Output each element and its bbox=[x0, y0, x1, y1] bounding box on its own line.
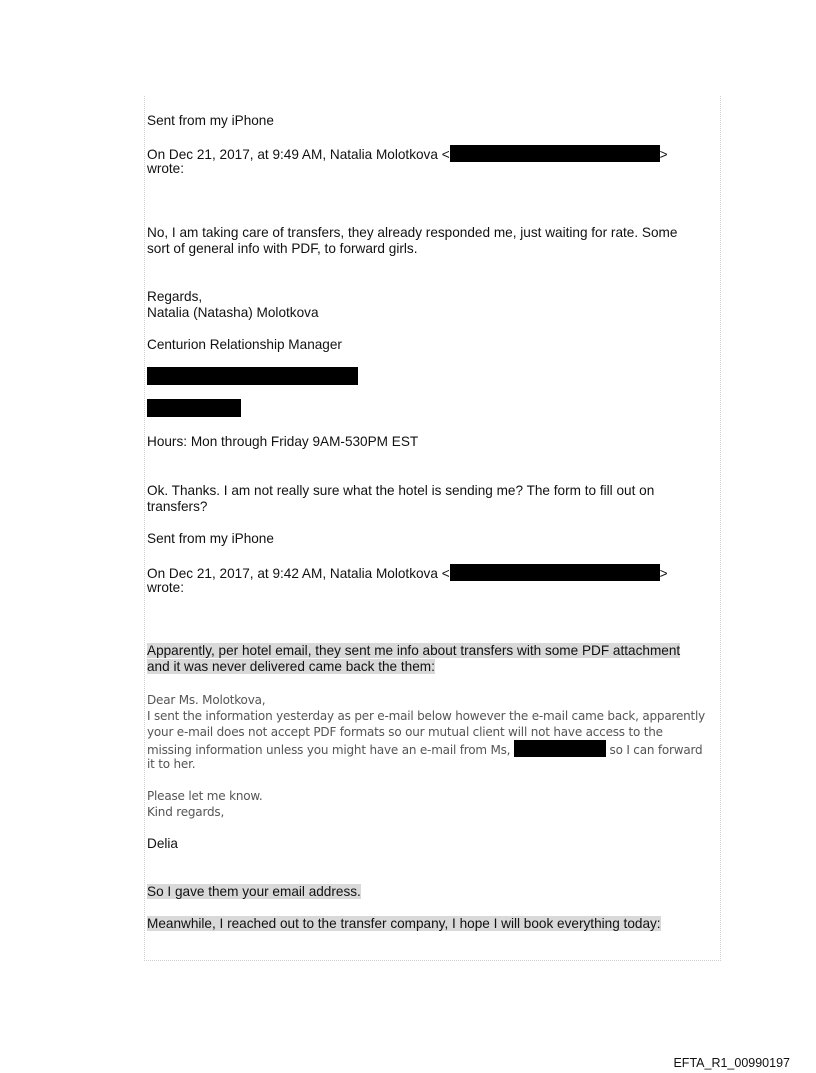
message-3-line-1-text: Apparently, per hotel email, they sent me info about transfers with some PDF attachment bbox=[147, 643, 681, 658]
signature-name: Natalia (Natasha) Molotkova bbox=[147, 305, 319, 320]
sent-from-iphone-2: Sent from my iPhone bbox=[147, 531, 274, 546]
message-2-line-1: Ok. Thanks. I am not really sure what the hotel is sending me? The form to fill out on bbox=[147, 483, 655, 498]
redacted-contact bbox=[147, 399, 241, 417]
redacted-name bbox=[514, 740, 606, 757]
reply-header-2-wrote: wrote: bbox=[147, 580, 185, 595]
message-3-line-1 bbox=[147, 643, 680, 659]
message-1-line-2: sort of general info with PDF, to forward girls. bbox=[147, 241, 418, 256]
reply-header-1 bbox=[147, 145, 668, 163]
message-4-text: So I gave them your email address. bbox=[147, 884, 361, 899]
hotel-email-line-3 bbox=[147, 740, 702, 758]
message-5 bbox=[147, 916, 661, 932]
message-5-text: Meanwhile, I reached out to the transfer company, I hope I will book everything today: bbox=[147, 916, 661, 931]
signature-regards: Regards, bbox=[147, 289, 203, 304]
message-2-line-2: transfers? bbox=[147, 499, 208, 514]
redacted-phone bbox=[147, 367, 358, 385]
hotel-email-line-1: I sent the information yesterday as per e-mail below however the e-mail came back, apparently bbox=[147, 709, 706, 723]
reply-header-1-suffix: > bbox=[659, 147, 668, 162]
hotel-email-line-3-a: missing information unless you might have an e-mail from Ms, bbox=[147, 743, 511, 757]
hotel-email-let-me-know: Please let me know. bbox=[147, 789, 263, 803]
reply-header-2 bbox=[147, 564, 668, 582]
message-3-line-2-text: and it was never delivered came back the them: bbox=[147, 659, 435, 674]
message-4 bbox=[147, 884, 361, 900]
reply-header-2-suffix: > bbox=[659, 566, 668, 581]
reply-header-2-prefix: On Dec 21, 2017, at 9:42 AM, Natalia Molotkova < bbox=[147, 566, 450, 581]
message-1-line-1: No, I am taking care of transfers, they already responded me, just waiting for rate. Some bbox=[147, 225, 678, 240]
hotel-email-line-4: it to her. bbox=[147, 757, 196, 771]
signature-title: Centurion Relationship Manager bbox=[147, 337, 342, 352]
message-3-line-2 bbox=[147, 659, 435, 675]
hotel-email-kind-regards: Kind regards, bbox=[147, 805, 225, 819]
sent-from-iphone-1: Sent from my iPhone bbox=[147, 113, 274, 128]
hotel-email-line-3-b: so I can forward bbox=[609, 743, 703, 757]
redacted-email bbox=[450, 564, 660, 581]
signature-hours: Hours: Mon through Friday 9AM-530PM EST bbox=[147, 434, 419, 449]
document-id-footer: EFTA_R1_00990197 bbox=[673, 1056, 790, 1070]
hotel-email-line-2: your e-mail does not accept PDF formats so our mutual client will not have access to the bbox=[147, 725, 663, 739]
reply-header-1-prefix: On Dec 21, 2017, at 9:49 AM, Natalia Molotkova < bbox=[147, 147, 450, 162]
redacted-email bbox=[450, 145, 660, 162]
hotel-email-signer: Delia bbox=[147, 836, 178, 851]
reply-header-1-wrote: wrote: bbox=[147, 161, 185, 176]
hotel-email-greeting: Dear Ms. Molotkova, bbox=[147, 693, 266, 707]
